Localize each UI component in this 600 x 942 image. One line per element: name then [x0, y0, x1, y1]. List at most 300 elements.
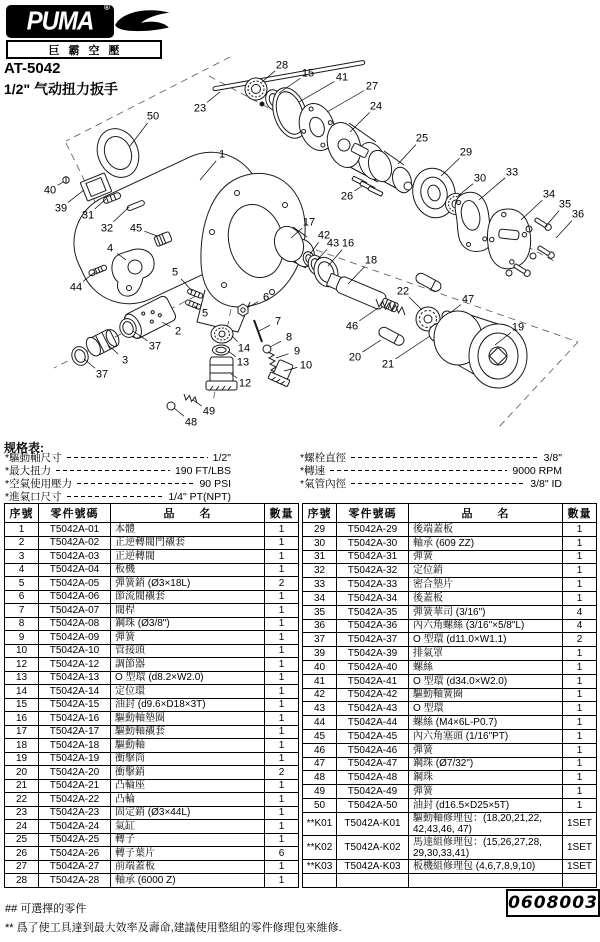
part-label: 41	[335, 71, 349, 84]
spec-value: 90 PSI	[199, 477, 231, 490]
col-qty: 1	[265, 725, 299, 739]
leader-line	[68, 190, 84, 202]
col-no: 46	[303, 743, 337, 757]
col-name: 凸輪	[111, 793, 265, 807]
table-row	[303, 660, 597, 674]
table-row	[303, 873, 597, 887]
part-label: 45	[129, 222, 143, 235]
table-row	[303, 716, 597, 730]
col-qty: 2	[563, 633, 597, 647]
col-no: 18	[5, 739, 39, 753]
col-part-number: T5042A-29	[337, 523, 409, 537]
leader-line	[521, 200, 542, 220]
footnote-optional-parts: ## 可選擇的零件	[5, 903, 87, 915]
table-row	[5, 523, 299, 537]
col-name: 板機	[111, 563, 265, 577]
header-col-name: 品 名	[409, 504, 563, 523]
col-no: 6	[5, 590, 39, 604]
col-name: 鋼珠 (Ø7/32")	[409, 757, 563, 771]
header-col-part-number: 零件號碼	[337, 504, 409, 523]
part-label: 46	[345, 320, 359, 333]
part-spring-pin-5	[185, 299, 202, 310]
col-part-number: T5042A-22	[39, 793, 111, 807]
col-part-number: T5042A-31	[337, 550, 409, 564]
col-no: 41	[303, 674, 337, 688]
col-name: O 型環 (d8.2×W2.0)	[111, 671, 265, 685]
part-drive-shaft	[326, 271, 401, 316]
puma-logo	[6, 5, 114, 38]
col-no: **K03	[303, 859, 337, 873]
leader-line	[327, 91, 364, 112]
spec-label: *轉速	[300, 465, 326, 477]
table-row	[5, 644, 299, 658]
date-code: 0608003	[508, 893, 598, 913]
table-header-row	[5, 504, 299, 523]
col-qty: 1	[265, 590, 299, 604]
col-no: 40	[303, 660, 337, 674]
col-name: 彈簧	[409, 743, 563, 757]
part-label: 50	[146, 110, 160, 123]
leader-line	[441, 158, 460, 176]
col-name: 凸輪座	[111, 779, 265, 793]
col-qty	[563, 873, 597, 887]
col-no	[303, 873, 337, 887]
part-bearing-front	[245, 78, 267, 100]
table-row	[5, 847, 299, 861]
col-qty: 1	[265, 820, 299, 834]
part-label: 6	[262, 291, 270, 304]
table-row	[5, 793, 299, 807]
col-part-number: T5042A-05	[39, 577, 111, 591]
table-row	[5, 698, 299, 712]
table-row	[303, 859, 597, 873]
col-part-number: T5042A-09	[39, 631, 111, 645]
col-part-number: T5042A-27	[39, 860, 111, 874]
col-no: 17	[5, 725, 39, 739]
table-row	[5, 685, 299, 699]
part-label: 39	[54, 202, 68, 215]
col-name: 內六角塞頭 (1/16"PT)	[409, 729, 563, 743]
col-no: 19	[5, 752, 39, 766]
col-name: O 型環	[409, 702, 563, 716]
spec-value: 190 FT/LBS	[174, 464, 231, 477]
col-no: 36	[303, 619, 337, 633]
model-number: AT-5042	[4, 60, 61, 77]
col-part-number: T5042A-41	[337, 674, 409, 688]
spec-column-right	[300, 451, 562, 490]
parts-table-right	[302, 503, 597, 888]
col-qty: 1	[265, 860, 299, 874]
table-row	[5, 536, 299, 550]
leader-line	[193, 400, 202, 406]
col-qty: 1	[563, 771, 597, 785]
leader-line	[545, 211, 559, 227]
table-row	[5, 766, 299, 780]
leader-line	[58, 182, 63, 185]
table-row	[303, 633, 597, 647]
col-name: 定位環	[111, 685, 265, 699]
part-regulator	[206, 357, 237, 390]
col-no: 45	[303, 729, 337, 743]
part-label: 37	[148, 340, 162, 353]
col-qty: 1	[265, 806, 299, 820]
col-qty: 1	[563, 729, 597, 743]
part-label: 5	[201, 307, 209, 320]
col-no: 14	[5, 685, 39, 699]
part-retainer-ring	[211, 325, 233, 343]
table-row	[303, 564, 597, 578]
col-no: 29	[303, 523, 337, 537]
col-qty: 1	[265, 617, 299, 631]
spec-dash-filler	[330, 464, 507, 477]
puma-logo-text: PUMA	[26, 6, 94, 36]
col-no: 13	[5, 671, 39, 685]
part-oil-seal	[90, 122, 146, 183]
table-row	[5, 725, 299, 739]
col-no: 44	[303, 716, 337, 730]
col-part-number: T5042A-28	[39, 874, 111, 888]
table-row	[5, 658, 299, 672]
spec-dash-filler	[67, 490, 164, 503]
col-name: 鋼珠	[409, 771, 563, 785]
col-qty: 1	[265, 671, 299, 685]
col-no: 16	[5, 712, 39, 726]
col-part-number: T5042A-33	[337, 578, 409, 592]
spec-dash-filler	[351, 477, 525, 490]
col-name: 板機組修理包 (4,6,7,8,9,10)	[409, 859, 563, 873]
leader-line	[350, 112, 370, 132]
col-name: 馬達組修理包：(15,26,27,28, 29,30,33,41)	[409, 836, 563, 860]
col-qty: 1	[265, 793, 299, 807]
part-label: 40	[43, 184, 57, 197]
col-part-number: T5042A-37	[337, 633, 409, 647]
exploded-diagram	[0, 52, 600, 442]
col-no: 1	[5, 523, 39, 537]
part-label: 12	[238, 377, 252, 390]
col-no: 3	[5, 550, 39, 564]
col-no: 33	[303, 578, 337, 592]
part-label: 29	[459, 146, 473, 159]
spec-value: 1/4" PT(NPT)	[168, 490, 231, 503]
col-qty: 1	[563, 716, 597, 730]
part-label: 25	[415, 132, 429, 145]
col-qty: 1	[563, 674, 597, 688]
col-name: 轉子葉片	[111, 847, 265, 861]
part-label: 36	[571, 208, 585, 221]
col-no: 20	[5, 766, 39, 780]
col-no: 8	[5, 617, 39, 631]
col-no: 23	[5, 806, 39, 820]
col-part-number: T5042A-10	[39, 644, 111, 658]
col-part-number: T5042A-45	[337, 729, 409, 743]
leader-line	[270, 341, 281, 347]
part-label: 21	[381, 358, 395, 371]
col-no: 48	[303, 771, 337, 785]
date-code-stamp	[506, 889, 600, 917]
spec-dash-filler	[56, 464, 170, 477]
spec-label: *驅動軸尺寸	[5, 452, 62, 464]
spec-line	[300, 477, 562, 490]
col-name: 正逆轉閥門襯套	[111, 536, 265, 550]
spec-dash-filler	[77, 477, 194, 490]
table-row	[303, 757, 597, 771]
leader-line	[276, 354, 288, 358]
spec-value: 1/2"	[212, 451, 231, 464]
part-label: 17	[302, 216, 316, 229]
table-row	[5, 631, 299, 645]
col-name: 驅動軸墊圈	[111, 712, 265, 726]
part-label: 44	[69, 281, 83, 294]
col-qty: 1	[265, 698, 299, 712]
spec-label: *螺栓直徑	[300, 452, 347, 464]
col-no: 43	[303, 702, 337, 716]
col-qty: 1	[563, 660, 597, 674]
leader-line	[228, 351, 236, 357]
leader-line	[232, 336, 238, 342]
table-row	[303, 550, 597, 564]
col-name: 閥桿	[111, 604, 265, 618]
col-part-number: T5042A-48	[337, 771, 409, 785]
col-name: 定位銷	[409, 564, 563, 578]
col-part-number: T5042A-K02	[337, 836, 409, 860]
part-label: 24	[369, 100, 383, 113]
part-label: 47	[461, 293, 475, 306]
col-name: 彈簧	[409, 785, 563, 799]
part-label: 1	[218, 148, 226, 161]
col-part-number: T5042A-19	[39, 752, 111, 766]
col-part-number: T5042A-K01	[337, 812, 409, 836]
leader-line	[359, 308, 378, 321]
part-label: 48	[184, 416, 198, 429]
col-name	[409, 873, 563, 887]
col-part-number: T5042A-50	[337, 798, 409, 812]
part-label: 4	[106, 242, 114, 255]
col-name: 管接頭	[111, 644, 265, 658]
table-row	[303, 536, 597, 550]
col-no: 25	[5, 833, 39, 847]
footnote-repair-kits: ** 爲了使工具達到最大效率及壽命,建議使用整組的零件修理包來維修.	[5, 922, 342, 934]
table-row	[303, 647, 597, 661]
part-label: 43	[326, 237, 340, 250]
col-part-number: T5042A-42	[337, 688, 409, 702]
col-name: 彈簧	[111, 631, 265, 645]
spec-value: 3/8" ID	[530, 477, 562, 490]
col-qty: 1SET	[563, 836, 597, 860]
part-label: 8	[285, 331, 293, 344]
col-part-number: T5042A-02	[39, 536, 111, 550]
spec-value: 3/8"	[543, 451, 562, 464]
table-row	[5, 779, 299, 793]
col-qty: 1	[265, 563, 299, 577]
col-no: 24	[5, 820, 39, 834]
part-label: 9	[293, 345, 301, 358]
col-no: 21	[5, 779, 39, 793]
col-part-number: T5042A-23	[39, 806, 111, 820]
col-qty: 1	[563, 798, 597, 812]
col-name: 氣缸	[111, 820, 265, 834]
spec-column-left	[5, 451, 231, 503]
part-label: 20	[348, 351, 362, 364]
spec-label: *進氣口尺寸	[5, 491, 62, 503]
part-label: 19	[511, 321, 525, 334]
col-no: 39	[303, 647, 337, 661]
col-no: 35	[303, 605, 337, 619]
col-part-number: T5042A-36	[337, 619, 409, 633]
table-row	[303, 523, 597, 537]
table-row	[5, 860, 299, 874]
table-row	[5, 604, 299, 618]
table-row	[5, 833, 299, 847]
col-part-number: T5042A-13	[39, 671, 111, 685]
part-ball-8	[263, 345, 271, 353]
col-qty: 1	[265, 536, 299, 550]
header-col-qty: 數量	[265, 504, 299, 523]
col-name: 軸承 (6000 Z)	[111, 874, 265, 888]
spec-value: 9000 RPM	[512, 464, 562, 477]
col-part-number: T5042A-46	[337, 743, 409, 757]
part-impact-pin	[377, 325, 406, 347]
col-part-number: T5042A-40	[337, 660, 409, 674]
col-name: 鋼珠 (Ø3/8")	[111, 617, 265, 631]
col-qty: 1	[265, 523, 299, 537]
spec-label: *最大扭力	[5, 465, 52, 477]
spec-title: 规格表:	[4, 441, 44, 455]
col-name: 螺絲	[409, 660, 563, 674]
table-row	[5, 577, 299, 591]
col-part-number: T5042A-47	[337, 757, 409, 771]
col-no: 34	[303, 591, 337, 605]
table-row	[303, 619, 597, 633]
col-name: 彈簧華司 (3/16")	[409, 605, 563, 619]
col-part-number: T5042A-35	[337, 605, 409, 619]
col-qty: 1	[265, 874, 299, 888]
part-label: 35	[558, 198, 572, 211]
spec-label: *空氣使用壓力	[5, 478, 73, 490]
table-row	[303, 798, 597, 812]
part-label: 28	[275, 59, 289, 72]
col-no: 42	[303, 688, 337, 702]
col-name: 轉子	[111, 833, 265, 847]
col-part-number: T5042A-18	[39, 739, 111, 753]
part-label: 10	[299, 359, 313, 372]
col-part-number: T5042A-26	[39, 847, 111, 861]
part-label: 34	[542, 188, 556, 201]
table-header-row	[303, 504, 597, 523]
col-qty: 4	[563, 619, 597, 633]
part-label: 18	[364, 254, 378, 267]
part-label: 37	[95, 368, 109, 381]
col-part-number: T5042A-06	[39, 590, 111, 604]
leader-line	[299, 82, 334, 102]
part-label: 30	[473, 172, 487, 185]
diagram-parts	[58, 60, 556, 410]
part-label: 13	[236, 356, 250, 369]
col-qty: 1	[265, 685, 299, 699]
part-label: 49	[202, 405, 216, 418]
part-throttle-bushing	[238, 304, 248, 316]
col-qty: 1	[563, 550, 597, 564]
col-name: 彈簧銷 (Ø3×18L)	[111, 577, 265, 591]
table-row	[5, 550, 299, 564]
part-label: 42	[317, 229, 331, 242]
parts-table-left	[4, 503, 299, 888]
col-no: 22	[5, 793, 39, 807]
leader-line	[363, 340, 381, 352]
header-col-qty: 數量	[563, 504, 597, 523]
col-part-number: T5042A-20	[39, 766, 111, 780]
leader-line	[130, 123, 148, 146]
col-name: O 型環 (d11.0×W1.1)	[409, 633, 563, 647]
col-no: 4	[5, 563, 39, 577]
col-qty: 1	[265, 658, 299, 672]
table-row	[303, 836, 597, 860]
col-name: 後蓋板	[409, 591, 563, 605]
part-reverse-valve	[84, 326, 122, 359]
col-part-number: T5042A-17	[39, 725, 111, 739]
col-no: 2	[5, 536, 39, 550]
part-label: 33	[505, 166, 519, 179]
col-part-number: T5042A-01	[39, 523, 111, 537]
col-part-number: T5042A-30	[337, 536, 409, 550]
leader-line	[409, 297, 422, 310]
header-col-name: 品 名	[111, 504, 265, 523]
col-no: **K01	[303, 812, 337, 836]
col-name: 排氣罩	[409, 647, 563, 661]
col-part-number: T5042A-15	[39, 698, 111, 712]
col-part-number: T5042A-14	[39, 685, 111, 699]
col-name: 驅動軸修理包：(18,20,21,22, 42,43,46, 47)	[409, 812, 563, 836]
col-qty: 1	[265, 604, 299, 618]
col-name: 前端蓋板	[111, 860, 265, 874]
table-row	[303, 771, 597, 785]
company-name: 巨霸空壓	[48, 44, 129, 57]
spec-dash-filler	[67, 451, 208, 464]
col-name: 軸承 (609 ZZ)	[409, 536, 563, 550]
col-qty: 2	[265, 766, 299, 780]
part-label: 14	[237, 342, 251, 355]
leader-line	[259, 325, 270, 331]
col-name: 油封 (d16.5×D25×5T)	[409, 798, 563, 812]
col-qty: 1	[265, 631, 299, 645]
leader-line	[207, 92, 220, 102]
table-row	[5, 712, 299, 726]
col-qty: 1	[563, 578, 597, 592]
col-name: 節流閥襯套	[111, 590, 265, 604]
col-part-number	[337, 873, 409, 887]
leader-line	[174, 408, 184, 416]
table-row	[5, 739, 299, 753]
col-no: 47	[303, 757, 337, 771]
part-back-cover	[481, 205, 537, 272]
part-label: 2	[174, 325, 182, 338]
col-qty: 1	[563, 523, 597, 537]
col-part-number: T5042A-K03	[337, 859, 409, 873]
col-name: 驅動軸簧圈	[409, 688, 563, 702]
col-name: 驅動軸	[111, 739, 265, 753]
col-name: 調節器	[111, 658, 265, 672]
leader-line	[354, 186, 362, 191]
col-no: 9	[5, 631, 39, 645]
spec-line	[5, 490, 231, 503]
col-qty: 1	[563, 564, 597, 578]
table-row	[5, 874, 299, 888]
part-label: 15	[301, 67, 315, 80]
table-row	[303, 743, 597, 757]
col-name: 密合墊片	[409, 578, 563, 592]
part-label: 26	[340, 190, 354, 203]
col-part-number: T5042A-43	[337, 702, 409, 716]
col-qty: 1SET	[563, 859, 597, 873]
